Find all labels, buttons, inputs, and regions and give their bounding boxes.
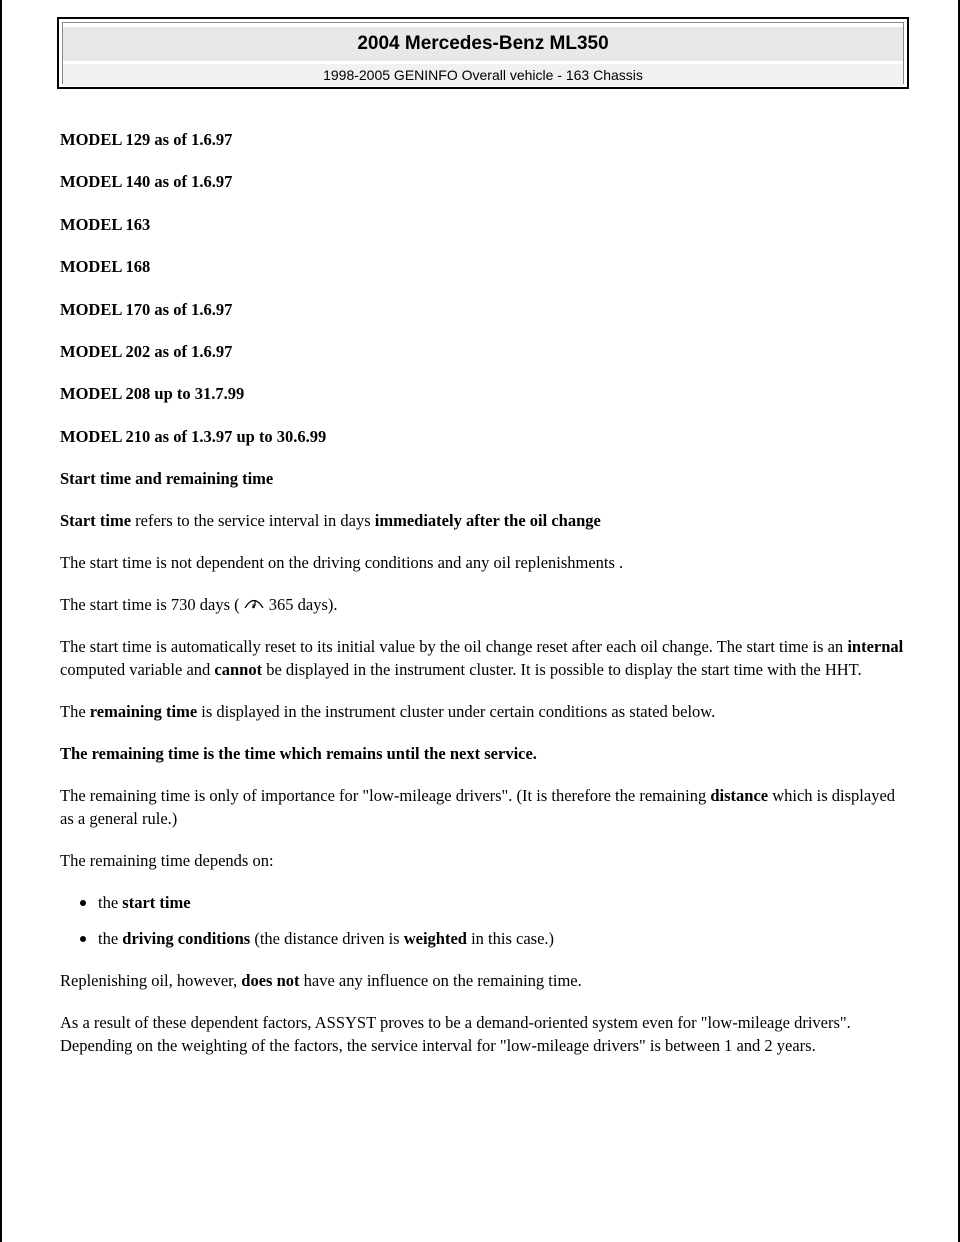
paragraph-remaining-time-definition: The remaining time is the time which remains until the next service. [60,744,537,764]
model-item: MODEL 202 as of 1.6.97 [60,341,233,361]
paragraph-low-mileage: The remaining time is only of importance for "low-mileage drivers". (It is therefore the remaining distance which is displayed as a general rule.) [60,786,896,829]
list-item: the driving conditions (the distance driven is weighted in this case.) [80,927,910,950]
page-border-left [0,0,2,1242]
paragraph-replenishing-oil: Replenishing oil, however, does not have any influence on the remaining time. [60,971,582,991]
model-list [60,128,910,448]
header-title: 2004 Mercedes-Benz ML350 [63,27,903,61]
document-body [60,128,910,1076]
paragraph-start-time-value: The start time is 730 days ( 365 days). [60,595,338,615]
header-subtitle: 1998-2005 GENINFO Overall vehicle - 163 Chassis [63,64,903,86]
paragraph-remaining-time-display: The remaining time is displayed in the instrument cluster under certain conditions as stated below. [60,702,716,722]
tip-icon [244,597,264,611]
paragraph-conclusion: As a result of these dependent factors, ASSYST proves to be a demand-oriented system even for "low-mileage drivers". Depending on the weighting of the factors, the service interval for "low-mileage drivers" is between 1 and 2 years. [60,1013,851,1056]
model-item: MODEL 170 as of 1.6.97 [60,299,233,319]
model-item: MODEL 140 as of 1.6.97 [60,172,233,192]
model-item: MODEL 163 [60,214,151,234]
model-item: MODEL 210 as of 1.3.97 up to 30.6.99 [60,426,327,446]
header-frame [62,22,904,84]
model-item: MODEL 168 [60,257,151,277]
paragraph-depends-on: The remaining time depends on: [60,851,274,871]
list-item: the start time [80,891,910,914]
paragraph-start-time-reset: The start time is automatically reset to its initial value by the oil change reset after each oil change. The start time is an internal computed variable and cannot be displayed in the instrument cluster. It is possible to display the start time with the HHT. [60,637,904,680]
section-heading: Start time and remaining time [60,469,274,489]
paragraph-start-time-definition: Start time refers to the service interval in days immediately after the oil change [60,511,601,531]
document-header [57,17,909,89]
paragraph-start-time-independence: The start time is not dependent on the driving conditions and any oil replenishments . [60,553,624,573]
dependency-list [60,891,910,950]
model-item: MODEL 208 up to 31.7.99 [60,384,245,404]
model-item: MODEL 129 as of 1.6.97 [60,130,233,149]
